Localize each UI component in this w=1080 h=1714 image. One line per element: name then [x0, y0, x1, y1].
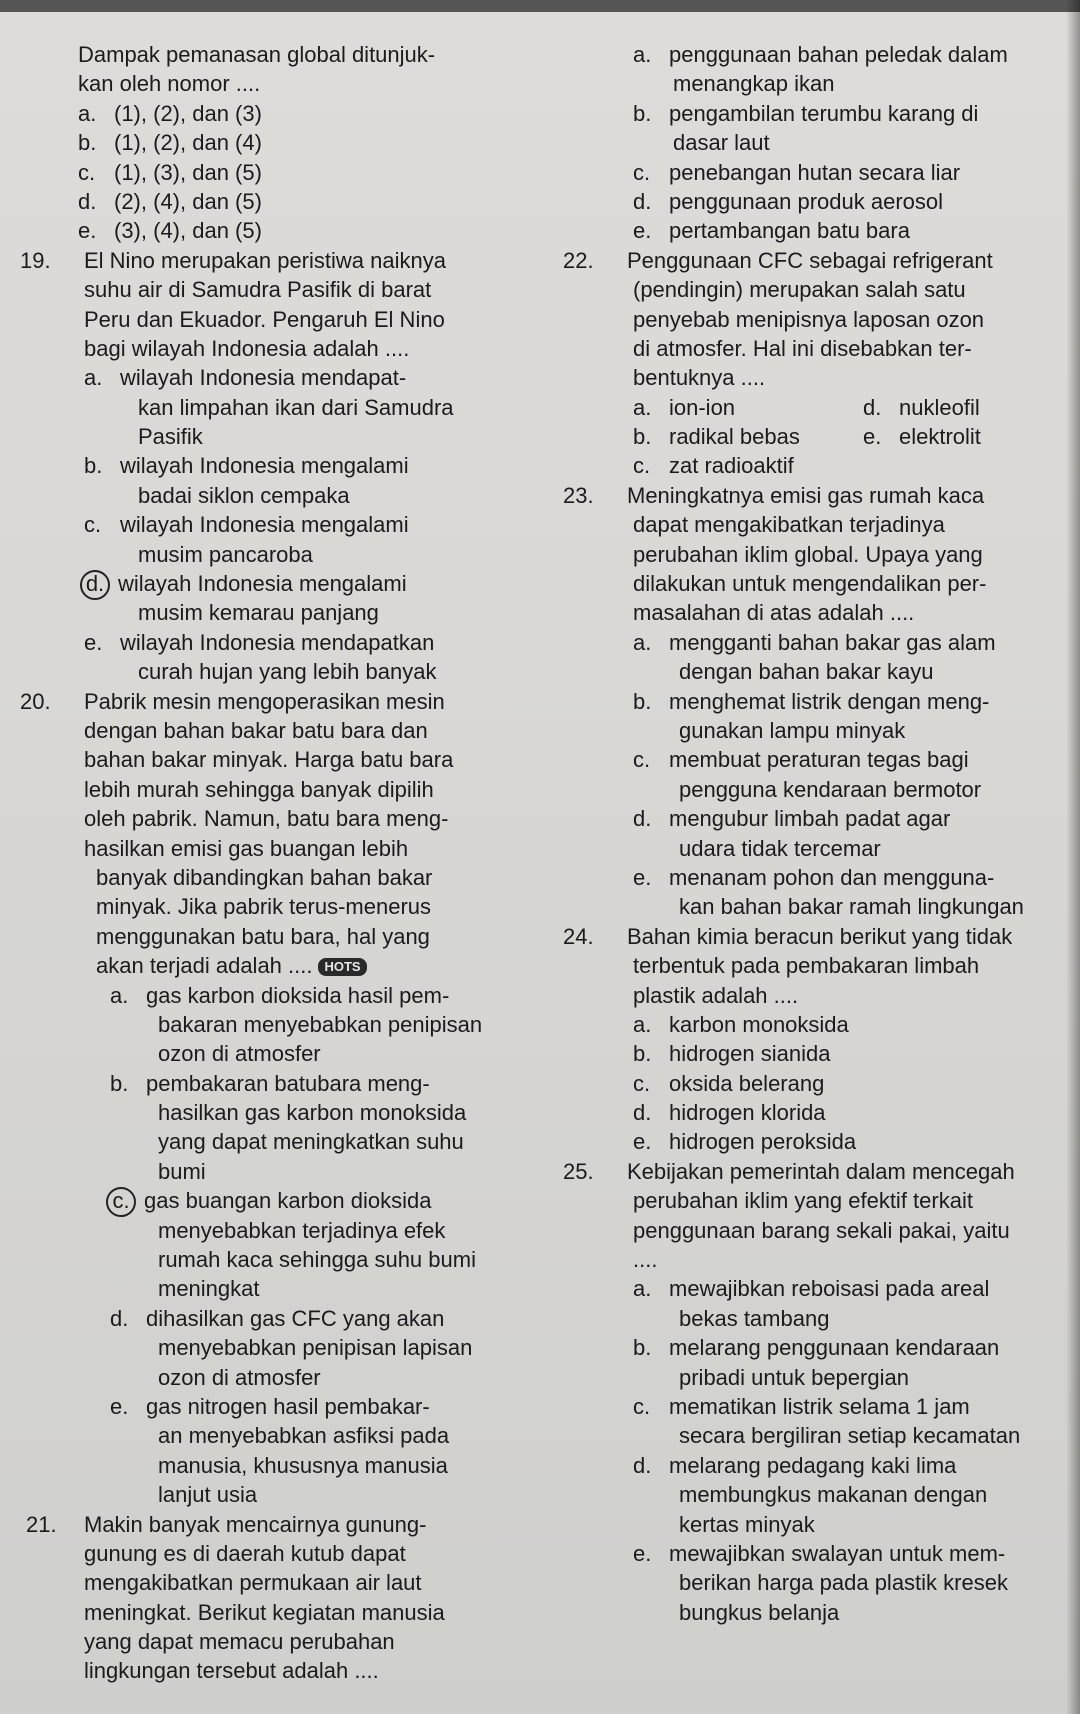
- q22-stem-line2: (pendingin) merupakan salah satu: [633, 277, 966, 303]
- q20-option-a-line1: a. gas karbon dioksida hasil pem-: [110, 982, 450, 1008]
- q25-stem-line1: 25. Kebijakan pemerintah dalam mencegah: [563, 1157, 1063, 1186]
- q20-option-d-line1: d. dihasilkan gas CFC yang akan: [110, 1305, 445, 1331]
- q25-option-e-line2: berikan harga pada plastik kresek: [679, 1570, 1008, 1596]
- q22-stem-line5: bentuknya ....: [633, 365, 766, 391]
- q19-stem-line2: suhu air di Samudra Pasifik di barat: [84, 277, 432, 303]
- page-edge-shadow: [1066, 0, 1080, 1714]
- q23-stem-line2: dapat mengakibatkan terjadinya: [633, 512, 945, 538]
- q22-option-d: d. nukleofil: [863, 394, 980, 420]
- q20-stem-line2: dengan bahan bakar batu bara dan: [84, 717, 428, 743]
- q21-option-a-line2: menangkap ikan: [673, 71, 835, 97]
- q23-stem-line5: masalahan di atas adalah ....: [633, 600, 915, 626]
- q24-option-c: c. oksida belerang: [633, 1070, 825, 1096]
- q19-stem-line3: Peru dan Ekuador. Pengaruh El Nino: [84, 306, 445, 332]
- q20-number: 20.: [20, 688, 51, 714]
- q21-option-b-line2: dasar laut: [673, 130, 770, 156]
- q20-stem-line10: akan terjadi adalah .... HOTS: [20, 951, 525, 980]
- right-column: [563, 40, 1063, 1627]
- q22-option-a: a. ion-ion: [633, 394, 736, 420]
- q24-option-e: e. hidrogen peroksida: [633, 1129, 857, 1155]
- q24-option-b: b. hidrogen sianida: [633, 1041, 831, 1067]
- q19-option-d-line2: musim kemarau panjang: [138, 600, 379, 626]
- q21-option-e: e. pertambangan batu bara: [633, 218, 910, 244]
- q18-stem-line1: Dampak pemanasan global ditunjuk-: [78, 42, 436, 67]
- q24-stem-line3: plastik adalah ....: [633, 982, 799, 1008]
- q21-stem-line4: meningkat. Berikut kegiatan manusia: [84, 1599, 445, 1625]
- q23-option-b-line1: b. menghemat listrik dengan meng-: [633, 688, 990, 714]
- q19-option-c-line2: musim pancaroba: [138, 541, 313, 567]
- q22-option-b: b. radikal bebas: [633, 424, 800, 450]
- q20-stem-line3: bahan bakar minyak. Harga batu bara: [84, 747, 454, 773]
- q25-option-c-line1: c. mematikan listrik selama 1 jam: [633, 1393, 970, 1419]
- q20-stem-line5: oleh pabrik. Namun, batu bara meng-: [84, 806, 449, 832]
- q21-option-c: c. penebangan hutan secara liar: [633, 159, 961, 185]
- q22-stem-line1: 22. Penggunaan CFC sebagai refrigerant: [563, 246, 1063, 275]
- q25-option-d-line1: d. melarang pedagang kaki lima: [633, 1452, 957, 1478]
- q19-option-b-line1: b. wilayah Indonesia mengalami: [84, 453, 409, 479]
- q24-option-d: d. hidrogen klorida: [633, 1100, 826, 1126]
- q22-number: 22.: [563, 247, 594, 273]
- q19-stem-line1: 19. El Nino merupakan peristiwa naiknya: [20, 246, 525, 275]
- q20-option-b-line1: b. pembakaran batubara meng-: [110, 1070, 430, 1096]
- q20-option-b-line4: bumi: [158, 1158, 206, 1184]
- q21-stem-line6: lingkungan tersebut adalah ....: [84, 1658, 379, 1684]
- q22-options-row2: [563, 422, 1063, 451]
- q19-stem-line4: bagi wilayah Indonesia adalah ....: [84, 335, 410, 361]
- hots-badge: HOTS: [318, 958, 366, 976]
- q21-stem-line5: yang dapat memacu perubahan: [84, 1629, 395, 1655]
- q19-option-e-line1: e. wilayah Indonesia mendapatkan: [84, 629, 435, 655]
- q25-stem-line4: ....: [633, 1247, 658, 1273]
- q24-stem-line2: terbentuk pada pembakaran limbah: [633, 953, 980, 979]
- q20-option-d-line2: menyebabkan penipisan lapisan: [158, 1335, 473, 1361]
- q23-stem-line3: perubahan iklim global. Upaya yang: [633, 541, 983, 567]
- answer-circle: d.: [80, 570, 110, 600]
- q25-stem-line2: perubahan iklim yang efektif terkait: [633, 1188, 973, 1214]
- q25-option-e-line3: bungkus belanja: [679, 1599, 840, 1625]
- q23-option-e-line1: e. menanam pohon dan mengguna-: [633, 864, 995, 890]
- q19-option-a-line1: a. wilayah Indonesia mendapat-: [84, 365, 407, 391]
- q20-option-e-line1: e. gas nitrogen hasil pembakar-: [110, 1393, 430, 1419]
- q25-option-d-line3: kertas minyak: [679, 1511, 815, 1537]
- q24-number: 24.: [563, 923, 594, 949]
- q19-number: 19.: [20, 247, 51, 273]
- q25-option-e-line1: e. mewajibkan swalayan untuk mem-: [633, 1540, 1006, 1566]
- top-edge: [0, 0, 1080, 12]
- q22-option-e: e. elektrolit: [863, 424, 981, 450]
- q20-option-e-line2: an menyebabkan asfiksi pada: [158, 1423, 450, 1449]
- q21-stem-line2: gunung es di daerah kutub dapat: [84, 1540, 406, 1566]
- q25-option-b-line1: b. melarang penggunaan kendaraan: [633, 1335, 1000, 1361]
- q23-option-e-line2: kan bahan bakar ramah lingkungan: [679, 894, 1024, 920]
- q21-stem-line1: 21. Makin banyak mencairnya gunung-: [20, 1510, 525, 1539]
- q21-option-d: d. penggunaan produk aerosol: [633, 188, 944, 214]
- q21-option-a-line1: a. penggunaan bahan peledak dalam: [633, 42, 1008, 67]
- q20-option-b-line3: yang dapat meningkatkan suhu: [158, 1129, 464, 1155]
- q20-stem-line4: lebih murah sehingga banyak dipilih: [84, 776, 434, 802]
- q20-stem-line1: 20. Pabrik mesin mengoperasikan mesin: [20, 687, 525, 716]
- q18-option-d: d. (2), (4), dan (5): [78, 188, 262, 214]
- left-column: [20, 40, 525, 1686]
- q22-options-row1: [563, 393, 1063, 422]
- q24-stem-line1: 24. Bahan kimia beracun berikut yang tidak: [563, 922, 1063, 951]
- q23-stem-line4: dilakukan untuk mengendalikan per-: [633, 571, 987, 597]
- q19-option-a-line2: kan limpahan ikan dari Samudra: [138, 394, 454, 420]
- q20-option-d-line3: ozon di atmosfer: [158, 1364, 321, 1390]
- q25-number: 25.: [563, 1158, 594, 1184]
- q21-stem-line3: mengakibatkan permukaan air laut: [84, 1570, 422, 1596]
- q22-stem-line3: penyebab menipisnya laposan ozon: [633, 306, 985, 332]
- q20-option-a-line2: bakaran menyebabkan penipisan: [158, 1011, 483, 1037]
- q25-option-b-line2: pribadi untuk bepergian: [679, 1364, 909, 1390]
- q23-option-d-line2: udara tidak tercemar: [679, 835, 881, 861]
- q23-option-c-line1: c. membuat peraturan tegas bagi: [633, 747, 969, 773]
- q25-option-a-line1: a. mewajibkan reboisasi pada areal: [633, 1276, 990, 1302]
- answer-circle: c.: [106, 1187, 136, 1217]
- q23-option-b-line2: gunakan lampu minyak: [679, 717, 906, 743]
- q20-option-c-line3: rumah kaca sehingga suhu bumi: [158, 1247, 476, 1273]
- q19-option-e-line2: curah hujan yang lebih banyak: [138, 659, 437, 685]
- q24-option-a: a. karbon monoksida: [633, 1011, 849, 1037]
- q21-option-b-line1: b. pengambilan terumbu karang di: [633, 100, 979, 126]
- q25-option-c-line2: secara bergiliran setiap kecamatan: [679, 1423, 1021, 1449]
- q23-stem-line1: 23. Meningkatnya emisi gas rumah kaca: [563, 481, 1063, 510]
- q20-option-a-line3: ozon di atmosfer: [158, 1041, 321, 1067]
- q19-option-d-line1: d. wilayah Indonesia mengalami: [20, 569, 525, 598]
- q19-option-a-line3: Pasifik: [138, 424, 203, 450]
- q23-number: 23.: [563, 482, 594, 508]
- q18-stem-line2: kan oleh nomor ....: [78, 71, 261, 97]
- q18-option-c: c. (1), (3), dan (5): [78, 159, 262, 185]
- q22-stem-line4: di atmosfer. Hal ini disebabkan ter-: [633, 335, 972, 361]
- q20-stem-line6: hasilkan emisi gas buangan lebih: [84, 835, 409, 861]
- q23-option-a-line2: dengan bahan bakar kayu: [679, 659, 934, 685]
- q21-number: 21.: [26, 1511, 57, 1537]
- q23-option-a-line1: a. mengganti bahan bakar gas alam: [633, 629, 996, 655]
- q20-stem-line8: minyak. Jika pabrik terus-menerus: [96, 894, 432, 920]
- q20-option-c-line1: c. gas buangan karbon dioksida: [20, 1186, 525, 1215]
- q25-option-d-line2: membungkus makanan dengan: [679, 1482, 988, 1508]
- q20-option-c-line2: menyebabkan terjadinya efek: [158, 1217, 446, 1243]
- q19-option-b-line2: badai siklon cempaka: [138, 482, 350, 508]
- q19-option-c-line1: c. wilayah Indonesia mengalami: [84, 512, 409, 538]
- q25-option-a-line2: bekas tambang: [679, 1305, 830, 1331]
- q18-option-a: a. (1), (2), dan (3): [78, 100, 262, 126]
- q23-option-c-line2: pengguna kendaraan bermotor: [679, 776, 982, 802]
- q18-option-b: b. (1), (2), dan (4): [78, 130, 262, 156]
- q20-option-e-line3: manusia, khususnya manusia: [158, 1452, 448, 1478]
- q22-option-c: c. zat radioaktif: [633, 453, 794, 479]
- q25-stem-line3: penggunaan barang sekali pakai, yaitu: [633, 1217, 1010, 1243]
- q20-stem-line7: banyak dibandingkan bahan bakar: [96, 864, 433, 890]
- q20-option-e-line4: lanjut usia: [158, 1482, 258, 1508]
- q20-stem-line9: menggunakan batu bara, hal yang: [96, 923, 430, 949]
- q20-option-c-line4: meningkat: [158, 1276, 260, 1302]
- q18-option-e: e. (3), (4), dan (5): [78, 218, 262, 244]
- q23-option-d-line1: d. mengubur limbah padat agar: [633, 806, 951, 832]
- q20-option-b-line2: hasilkan gas karbon monoksida: [158, 1100, 467, 1126]
